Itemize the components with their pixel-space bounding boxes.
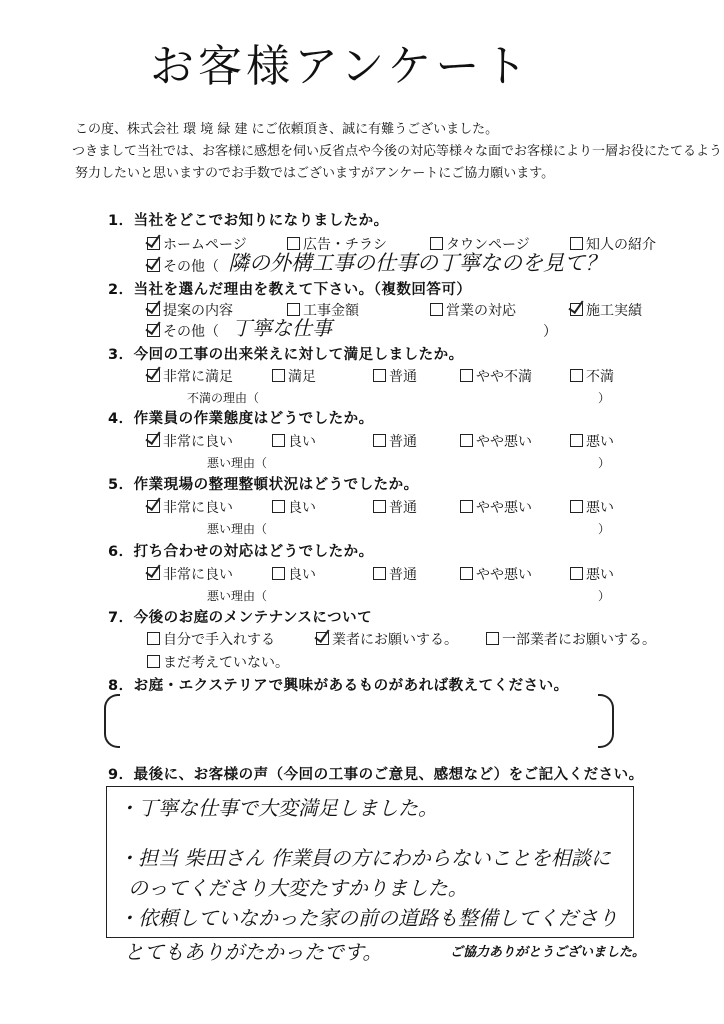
thanks-message: ご協力ありがとうございました。 <box>450 945 646 960</box>
checkbox-icon <box>460 369 473 382</box>
q6-option-very-good[interactable]: 非常に良い <box>147 564 233 584</box>
checkbox-checked-icon <box>147 567 160 580</box>
q5-option-good[interactable]: 良い <box>272 497 316 517</box>
q5-label: 5．作業現場の整理整頓状況はどうでしたか。 <box>108 477 419 493</box>
q3-label: 3．今回の工事の出来栄えに対して満足しましたか。 <box>108 347 464 363</box>
checkbox-icon <box>570 567 583 580</box>
q1-option-homepage[interactable]: ホームページ <box>147 234 247 254</box>
q7-option-self[interactable]: 自分で手入れする <box>147 629 275 649</box>
q7-label: 7．今後のお庭のメンテナンスについて <box>108 610 373 626</box>
checkbox-icon <box>147 632 160 645</box>
checkbox-icon <box>272 567 285 580</box>
q6-option-good[interactable]: 良い <box>272 564 316 584</box>
q9-handwritten-line-5: とてもありがたかったです。 <box>124 940 383 964</box>
q4-option-normal[interactable]: 普通 <box>373 431 417 451</box>
q2-other-close: ） <box>543 324 557 340</box>
q3-option-normal[interactable]: 普通 <box>373 366 417 386</box>
checkbox-checked-icon <box>147 259 160 272</box>
checkbox-icon <box>373 500 386 513</box>
q9-handwritten-line-2: ・担当 柴田さん 作業員の方にわからないことを相談に <box>118 846 611 870</box>
q6-option-bad[interactable]: 悪い <box>570 564 614 584</box>
q1-label: 1．当社をどこでお知りになりましたか。 <box>108 213 389 229</box>
q3-option-satisfied[interactable]: 満足 <box>272 366 316 386</box>
checkbox-icon <box>570 369 583 382</box>
q1-option-referral[interactable]: 知人の紹介 <box>570 234 656 254</box>
q4-option-slightly-bad[interactable]: やや悪い <box>460 431 532 451</box>
q3-option-slightly-unsatisfied[interactable]: やや不満 <box>460 366 532 386</box>
checkbox-checked-icon <box>147 324 160 337</box>
checkbox-checked-icon <box>147 237 160 250</box>
q6-option-slightly-bad[interactable]: やや悪い <box>460 564 532 584</box>
q9-label: 9．最後に、お客様の声（今回の工事のご意見、感想など）をご記入ください。 <box>108 767 644 783</box>
q1-option-townpage[interactable]: タウンページ <box>430 234 530 254</box>
q3-reason-close: ） <box>598 391 611 405</box>
checkbox-icon <box>373 567 386 580</box>
q8-answer-bracket-left <box>104 694 120 748</box>
q1-option-other[interactable]: その他（ <box>147 256 219 276</box>
q6-reason-label: 悪い理由（ <box>207 589 268 603</box>
q3-option-very-satisfied[interactable]: 非常に満足 <box>147 366 233 386</box>
q4-option-bad[interactable]: 悪い <box>570 431 614 451</box>
checkbox-checked-icon <box>316 632 329 645</box>
checkbox-icon <box>430 303 443 316</box>
q5-reason-close: ） <box>598 522 611 536</box>
q5-option-slightly-bad[interactable]: やや悪い <box>460 497 532 517</box>
q4-reason-label: 悪い理由（ <box>207 456 268 470</box>
q4-option-good[interactable]: 良い <box>272 431 316 451</box>
q2-option-other[interactable]: その他（ <box>147 321 219 341</box>
q8-answer-bracket-right <box>598 694 614 748</box>
checkbox-icon <box>272 369 285 382</box>
checkbox-icon <box>272 500 285 513</box>
intro-line-2: つきまして当社では、お客様に感想を伺い反省点や今後の対応等様々な面でお客様により一層お役にたてるよう <box>72 144 723 159</box>
q5-option-very-good[interactable]: 非常に良い <box>147 497 233 517</box>
q4-reason-close: ） <box>598 456 611 470</box>
q7-option-contractor[interactable]: 業者にお願いする。 <box>316 629 458 649</box>
q9-handwritten-line-3: のってくださり大変たすかりました。 <box>128 876 468 900</box>
q1-other-handwritten: 隣の外構工事の仕事の丁寧なのを見て？ <box>228 251 606 275</box>
checkbox-checked-icon <box>147 434 160 447</box>
q4-label: 4．作業員の作業態度はどうでしたか。 <box>108 411 374 427</box>
intro-line-1: この度、株式会社 環 境 緑 建 にご依頼頂き、誠に有難うございました。 <box>75 122 499 137</box>
checkbox-checked-icon <box>570 303 583 316</box>
checkbox-icon <box>373 369 386 382</box>
q2-label: 2．当社を選んだ理由を教えて下さい。（複数回答可） <box>108 282 472 298</box>
q2-option-price[interactable]: 工事金額 <box>287 300 359 320</box>
checkbox-icon <box>147 655 160 668</box>
q6-option-normal[interactable]: 普通 <box>373 564 417 584</box>
q2-other-handwritten: 丁寧な仕事 <box>232 316 332 340</box>
checkbox-icon <box>460 434 473 447</box>
checkbox-icon <box>486 632 499 645</box>
checkbox-checked-icon <box>147 303 160 316</box>
q3-option-unsatisfied[interactable]: 不満 <box>570 366 614 386</box>
q7-option-partial-contractor[interactable]: 一部業者にお願いする。 <box>486 629 656 649</box>
q6-label: 6．打ち合わせの対応はどうでしたか。 <box>108 544 374 560</box>
q6-reason-close: ） <box>598 589 611 603</box>
q4-option-very-good[interactable]: 非常に良い <box>147 431 233 451</box>
q5-reason-label: 悪い理由（ <box>207 522 268 536</box>
q9-handwritten-line-4: ・依頼していなかった家の前の道路も整備してくださり <box>118 906 618 930</box>
q2-option-sales[interactable]: 営業の対応 <box>430 300 516 320</box>
q7-option-undecided[interactable]: まだ考えていない。 <box>147 652 289 672</box>
checkbox-icon <box>570 500 583 513</box>
q5-option-normal[interactable]: 普通 <box>373 497 417 517</box>
q2-option-track-record[interactable]: 施工実績 <box>570 300 642 320</box>
page-title: お客様アンケート <box>150 41 532 92</box>
intro-line-3: 努力したいと思いますのでお手数ではございますがアンケートにご協力願います。 <box>75 166 555 181</box>
checkbox-icon <box>460 500 473 513</box>
checkbox-icon <box>272 434 285 447</box>
q1-option-flyer[interactable]: 広告・チラシ <box>287 234 387 254</box>
checkbox-checked-icon <box>147 369 160 382</box>
checkbox-checked-icon <box>147 500 160 513</box>
checkbox-icon <box>570 434 583 447</box>
q8-label: 8．お庭・エクステリアで興味があるものがあれば教えてください。 <box>108 678 569 694</box>
checkbox-icon <box>460 567 473 580</box>
q3-reason-label: 不満の理由（ <box>187 391 260 405</box>
q5-option-bad[interactable]: 悪い <box>570 497 614 517</box>
q2-option-proposal[interactable]: 提案の内容 <box>147 300 233 320</box>
q9-handwritten-line-1: ・丁寧な仕事で大変満足しました。 <box>118 796 438 820</box>
checkbox-icon <box>373 434 386 447</box>
